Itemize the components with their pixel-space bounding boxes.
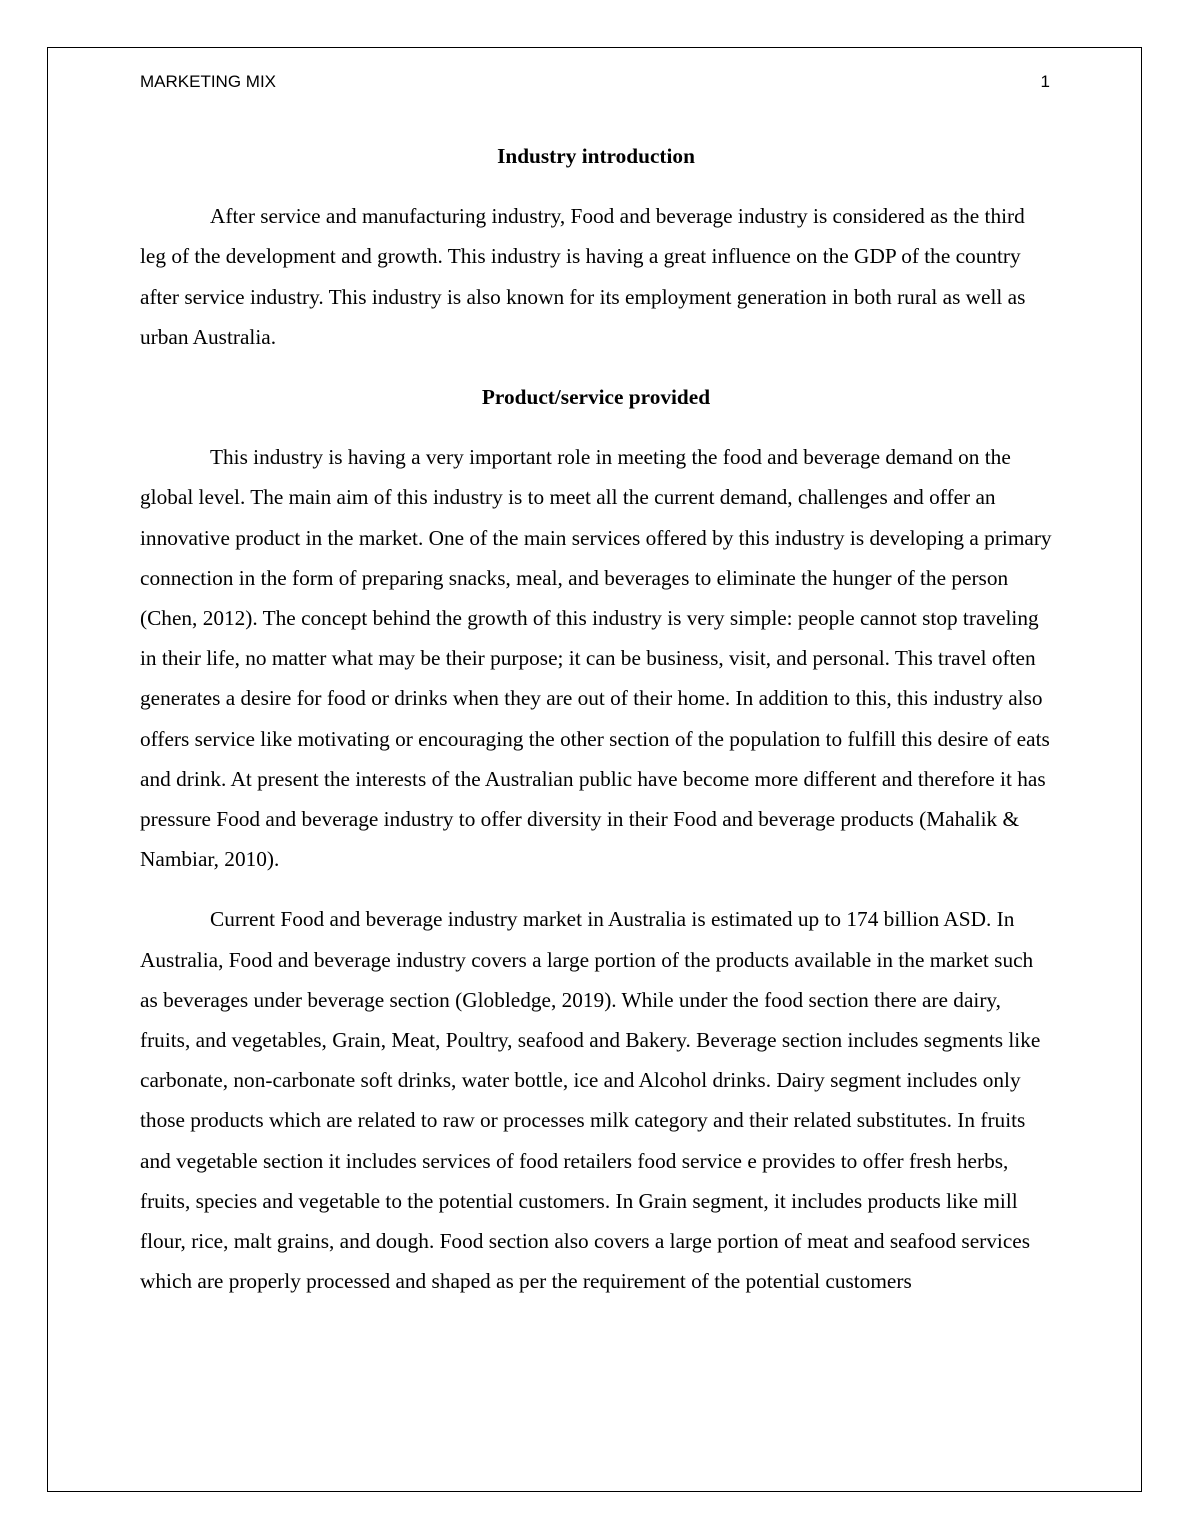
document-body [140, 136, 1052, 1301]
paragraph-product-service-2: Current Food and beverage industry market in Australia is estimated up to 174 billion ASD. In Australia, Food and beverage industry covers a large portion of the products available in the market such as beverages under beverage section (Globledge, 2019). While under the food section there are dairy, fruits, and vegetables, Grain, Meat, Poultry, seafood and Bakery. Beverage section includes segments like carbonate, non-carbonate soft drinks, water bottle, ice and Alcohol drinks. Dairy segment includes only those products which are related to raw or processes milk category and their related substitutes. In fruits and vegetable section it includes services of food retailers food service e provides to offer fresh herbs, fruits, species and vegetable to the potential customers. In Grain segment, it includes products like mill flour, rice, malt grains, and dough. Food section also covers a large portion of meat and seafood services which are properly processed and shaped as per the requirement of the potential customers [140, 907, 1041, 1294]
heading-industry-introduction: Industry introduction [497, 144, 695, 168]
heading-product-service-provided: Product/service provided [481, 385, 711, 410]
paragraph-industry-introduction: After service and manufacturing industry, Food and beverage industry is considered as the third leg of the development and growth. This industry is having a great influence on the GDP of the country after service industry. This industry is also known for its employment generation in both rural as well as urban Australia. [140, 204, 1026, 349]
running-head-title: MARKETING MIX [140, 72, 277, 91]
page-number: 1 [1040, 72, 1050, 91]
paragraph-product-service-1: This industry is having a very important role in meeting the food and beverage demand on the global level. The main aim of this industry is to meet all the current demand, challenges and offer an innovative product in the market. One of the main services offered by this industry is developing a primary connection in the form of preparing snacks, meal, and beverages to eliminate the hunger of the person (Chen, 2012). The concept behind the growth of this industry is very simple: people cannot stop traveling in their life, no matter what may be their purpose; it can be business, visit, and personal. This travel often generates a desire for food or drinks when they are out of their home. In addition to this, this industry also offers service like motivating or encouraging the other section of the population to fulfill this desire of eats and drink. At present the interests of the Australian public have become more different and therefore it has pressure Food and beverage industry to offer diversity in their Food and beverage products (Mahalik & Nambiar, 2010). [140, 445, 1052, 872]
page-header [140, 72, 1050, 96]
